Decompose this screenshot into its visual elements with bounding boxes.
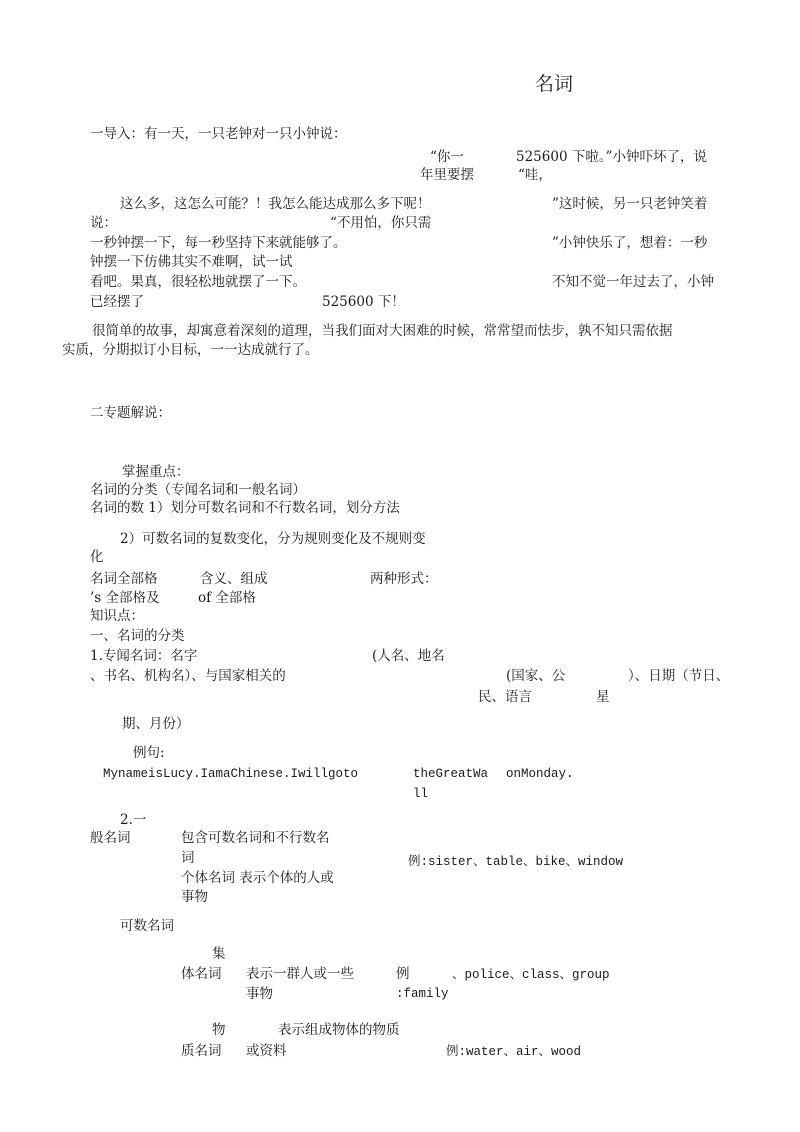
focus-item: 两种形式： xyxy=(370,571,438,587)
common-noun-text: 2.一 xyxy=(120,812,147,828)
proper-noun-text: (人名、地名 xyxy=(372,648,445,664)
proper-noun-text: (国家、公 xyxy=(506,668,566,684)
material-noun-example: 例:water、air、wood xyxy=(446,1045,582,1059)
example-sentence: onMonday. xyxy=(506,767,574,781)
individual-noun-text: 事物 xyxy=(181,889,208,905)
common-noun-text: 词 xyxy=(181,850,195,866)
intro-line: 看吧。果真，很轻松地就摆了一下。 xyxy=(90,274,306,290)
focus-item: ’s 全部格及 xyxy=(90,590,160,606)
intro-paragraph: 实质，分期拟订小目标，一一达成就行了。 xyxy=(62,342,319,358)
proper-noun-text: 1.专闻名词：名字 xyxy=(90,648,198,664)
intro-line: 这么多，这怎么可能？！我怎么能达成那么多下呢！ xyxy=(120,196,431,212)
knowledge-item: 一、名词的分类 xyxy=(90,628,185,644)
focus-item: 含义、组成 xyxy=(200,571,268,587)
knowledge-heading: 知识点： xyxy=(90,608,144,624)
intro-line: 年里要摆 xyxy=(420,167,474,183)
proper-noun-text: 期、月份） xyxy=(122,716,190,732)
focus-item: of 全部格 xyxy=(198,590,256,606)
example-sentence: MynameisLucy.IamaChinese.Iwillgoto xyxy=(103,767,359,781)
section-heading: 二专题解说： xyxy=(90,405,171,421)
material-noun-text: 表示组成物体的物质 xyxy=(278,1022,400,1038)
proper-noun-text: 星 xyxy=(596,689,610,705)
example-label: 例句: xyxy=(133,745,165,761)
focus-item: 名词的数 1）划分可数名词和不行数名词，划分方法 xyxy=(90,500,400,516)
collective-noun-example: 例 xyxy=(396,966,410,982)
intro-line: 525600 下！ xyxy=(322,294,405,310)
intro-line: ”小钟快乐了，想着：一秒 xyxy=(552,235,708,251)
collective-noun-text: 表示一群人或一些 xyxy=(246,966,354,982)
proper-noun-text: ）、日期（节日、 xyxy=(628,668,730,684)
intro-line: 一导入：有一天，一只老钟对一只小钟说： xyxy=(90,126,347,142)
example-sentence: ll xyxy=(413,787,429,801)
material-noun-text: 或资料 xyxy=(246,1043,287,1059)
collective-noun-example: 、police、class、group xyxy=(452,968,610,982)
focus-item: 2）可数名词的复数变化，分为规则变化及不规则变 xyxy=(120,531,426,547)
intro-paragraph: 很简单的故事，却寓意着深刻的道理，当我们面对大困难的时候，常常望而怯步，孰不知只需依据 xyxy=(92,323,673,339)
collective-noun-text: 事物 xyxy=(246,986,273,1002)
intro-line: “哇， xyxy=(518,167,552,183)
intro-line: 钟摆一下仿佛其实不难啊，试一试 xyxy=(90,254,293,270)
intro-line: 一秒钟摆一下，每一秒坚持下来就能够了。 xyxy=(90,235,347,251)
countable-label: 可数名词 xyxy=(120,918,174,934)
example-sentence: theGreatWa xyxy=(413,767,489,781)
common-noun-text: 包含可数名词和不行数名 xyxy=(181,830,330,846)
collective-noun-text: 集 xyxy=(212,946,226,962)
intro-line: “不用怕，你只需 xyxy=(330,215,432,231)
proper-noun-text: 、书名、机构名）、与国家相关的 xyxy=(90,668,286,684)
focus-heading: 掌握重点： xyxy=(122,464,190,480)
focus-item: 化 xyxy=(90,549,104,565)
proper-noun-text: 民、语言 xyxy=(478,689,532,705)
page-title: 名词 xyxy=(535,73,574,95)
intro-line: 不知不觉一年过去了，小钟 xyxy=(552,274,714,290)
intro-line: 525600 下啦。”小钟吓坏了，说 xyxy=(516,149,707,165)
material-noun-text: 质名词 xyxy=(181,1043,222,1059)
material-noun-text: 物 xyxy=(212,1022,226,1038)
common-noun-text: 般名词 xyxy=(90,830,131,846)
intro-line: 说： xyxy=(90,215,117,231)
intro-line: ”这时候，另一只老钟笑着 xyxy=(552,196,708,212)
individual-noun-example: 例:sister、table、bike、window xyxy=(408,855,624,869)
individual-noun-text: 个体名词 表示个体的人或 xyxy=(181,870,334,886)
intro-line: 已经摆了 xyxy=(90,294,144,310)
collective-noun-text: 体名词 xyxy=(181,966,222,982)
collective-noun-example: :family xyxy=(396,987,449,1001)
focus-item: 名词的分类（专闻名词和一般名词） xyxy=(90,482,306,498)
focus-item: 名词全部格 xyxy=(90,571,158,587)
intro-line: “你一 xyxy=(430,149,464,165)
